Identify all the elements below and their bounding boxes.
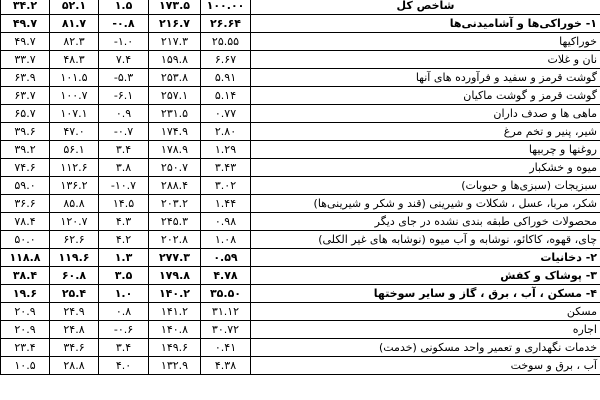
value-cell-c3: ۱.۰ bbox=[99, 285, 149, 303]
table-row bbox=[1, 105, 600, 123]
table-header-row bbox=[1, 0, 600, 15]
table-row bbox=[1, 141, 600, 159]
value-cell-c4: ۱۴۱.۲ bbox=[149, 303, 201, 321]
value-cell-c1: ۶۳.۷ bbox=[1, 87, 50, 105]
value-cell-c3: ۰.۹ bbox=[99, 105, 149, 123]
value-cell-c3: ۰.۸ bbox=[99, 303, 149, 321]
item-label-cell: نان و غلات bbox=[251, 51, 600, 69]
value-cell-c4: ۲۵۷.۱ bbox=[149, 87, 201, 105]
value-cell-c3: ۱.۵ bbox=[99, 0, 149, 15]
value-cell-c4: ۲۳۱.۵ bbox=[149, 105, 201, 123]
value-cell-c2: ۶۲.۶ bbox=[50, 231, 99, 249]
value-cell-c5: ۱.۰۸ bbox=[201, 231, 251, 249]
value-cell-c5: ۱.۴۴ bbox=[201, 195, 251, 213]
value-cell-c3: ۳.۴ bbox=[99, 339, 149, 357]
value-cell-c2: ۸۲.۳ bbox=[50, 33, 99, 51]
value-cell-c2: ۱۱۲.۶ bbox=[50, 159, 99, 177]
value-cell-c5: ۰.۵۹ bbox=[201, 249, 251, 267]
value-cell-c2: ۱۳۶.۲ bbox=[50, 177, 99, 195]
value-cell-c5: ۱۰۰.۰۰ bbox=[201, 0, 251, 15]
table-row bbox=[1, 69, 600, 87]
item-label-cell: خدمات نگهداری و تعمیر واحد مسکونی (خدمت) bbox=[251, 339, 600, 357]
table-row bbox=[1, 249, 600, 267]
value-cell-c1: ۳۸.۴ bbox=[1, 267, 50, 285]
value-cell-c2: ۱۰۷.۱ bbox=[50, 105, 99, 123]
table-row bbox=[1, 285, 600, 303]
index-title-cell: شاخص کل bbox=[251, 0, 600, 15]
value-cell-c2: ۶۰.۸ bbox=[50, 267, 99, 285]
value-cell-c2: ۸۵.۸ bbox=[50, 195, 99, 213]
value-cell-c4: ۲۱۶.۷ bbox=[149, 15, 201, 33]
item-label-cell: شیر، پنیر و تخم مرغ bbox=[251, 123, 600, 141]
table-row bbox=[1, 123, 600, 141]
value-cell-c5: ۳۱.۱۲ bbox=[201, 303, 251, 321]
item-label-cell: شکر، مربا، عسل ، شکلات و شیرینی (قند و شکر و شیرینی‌ها) bbox=[251, 195, 600, 213]
value-cell-c4: ۱۴۰.۸ bbox=[149, 321, 201, 339]
item-label-cell: چای، قهوه، کاکائو، نوشابه و آب میوه (نوشابه های غیر الکلی) bbox=[251, 231, 600, 249]
item-label-cell: میوه و خشکبار bbox=[251, 159, 600, 177]
value-cell-c4: ۱۷۴.۹ bbox=[149, 123, 201, 141]
value-cell-c5: ۴.۳۸ bbox=[201, 357, 251, 375]
value-cell-c4: ۱۷۸.۹ bbox=[149, 141, 201, 159]
table-row bbox=[1, 33, 600, 51]
item-label-cell: مسکن bbox=[251, 303, 600, 321]
value-cell-c3: ۷.۴ bbox=[99, 51, 149, 69]
value-cell-c5: ۳.۴۳ bbox=[201, 159, 251, 177]
item-label-cell: ۳- پوشاک و کفش bbox=[251, 267, 600, 285]
item-label-cell: اجاره bbox=[251, 321, 600, 339]
value-cell-c2: ۳۴.۶ bbox=[50, 339, 99, 357]
value-cell-c2: ۱۲۰.۷ bbox=[50, 213, 99, 231]
value-cell-c4: ۲۰۳.۲ bbox=[149, 195, 201, 213]
value-cell-c5: ۳.۰۲ bbox=[201, 177, 251, 195]
value-cell-c1: ۶۵.۷ bbox=[1, 105, 50, 123]
item-label-cell: ۲- دخانیات bbox=[251, 249, 600, 267]
value-cell-c4: ۲۴۵.۳ bbox=[149, 213, 201, 231]
value-cell-c2: ۱۱۹.۶ bbox=[50, 249, 99, 267]
value-cell-c2: ۵۶.۱ bbox=[50, 141, 99, 159]
value-cell-c5: ۲۶.۶۴ bbox=[201, 15, 251, 33]
value-cell-c3: -۰.۸ bbox=[99, 15, 149, 33]
item-label-cell: روغنها و چربیها bbox=[251, 141, 600, 159]
value-cell-c3: -۶.۱ bbox=[99, 87, 149, 105]
table-row bbox=[1, 231, 600, 249]
item-label-cell: سبزیجات (سبزی‌ها و حبوبات) bbox=[251, 177, 600, 195]
value-cell-c1: ۳۹.۶ bbox=[1, 123, 50, 141]
value-cell-c2: ۲۴.۹ bbox=[50, 303, 99, 321]
value-cell-c2: ۱۰۰.۷ bbox=[50, 87, 99, 105]
value-cell-c1: ۲۰.۹ bbox=[1, 321, 50, 339]
value-cell-c1: ۳۶.۶ bbox=[1, 195, 50, 213]
value-cell-c2: ۲۸.۸ bbox=[50, 357, 99, 375]
table-row bbox=[1, 195, 600, 213]
table-row bbox=[1, 87, 600, 105]
value-cell-c5: ۰.۹۸ bbox=[201, 213, 251, 231]
item-label-cell: ۱- خوراکی‌ها و آشامیدنی‌ها bbox=[251, 15, 600, 33]
table-row bbox=[1, 303, 600, 321]
value-cell-c1: ۷۴.۶ bbox=[1, 159, 50, 177]
value-cell-c5: ۶.۶۷ bbox=[201, 51, 251, 69]
value-cell-c5: ۱.۲۹ bbox=[201, 141, 251, 159]
value-cell-c1: ۷۸.۴ bbox=[1, 213, 50, 231]
value-cell-c2: ۴۸.۳ bbox=[50, 51, 99, 69]
value-cell-c3: ۳.۸ bbox=[99, 159, 149, 177]
value-cell-c5: ۳۵.۵۰ bbox=[201, 285, 251, 303]
item-label-cell: آب ، برق و سوخت bbox=[251, 357, 600, 375]
value-cell-c3: -۵.۳ bbox=[99, 69, 149, 87]
value-cell-c1: ۴۹.۷ bbox=[1, 33, 50, 51]
value-cell-c5: ۳۰.۷۲ bbox=[201, 321, 251, 339]
item-label-cell: خوراکیها bbox=[251, 33, 600, 51]
value-cell-c3: -۰.۶ bbox=[99, 321, 149, 339]
value-cell-c2: ۴۷.۰ bbox=[50, 123, 99, 141]
value-cell-c2: ۵۲.۱ bbox=[50, 0, 99, 15]
value-cell-c2: ۲۴.۸ bbox=[50, 321, 99, 339]
value-cell-c2: ۸۱.۷ bbox=[50, 15, 99, 33]
table-row bbox=[1, 357, 600, 375]
value-cell-c3: -۱.۰ bbox=[99, 33, 149, 51]
table-row bbox=[1, 267, 600, 285]
table-row bbox=[1, 15, 600, 33]
table-row bbox=[1, 51, 600, 69]
value-cell-c5: ۰.۷۷ bbox=[201, 105, 251, 123]
value-cell-c4: ۱۵۹.۸ bbox=[149, 51, 201, 69]
value-cell-c2: ۲۵.۴ bbox=[50, 285, 99, 303]
table-row bbox=[1, 213, 600, 231]
value-cell-c4: ۱۳۲.۹ bbox=[149, 357, 201, 375]
value-cell-c4: ۲۵۳.۸ bbox=[149, 69, 201, 87]
value-cell-c1: ۳۳.۷ bbox=[1, 51, 50, 69]
cpi-table-body bbox=[1, 0, 600, 375]
value-cell-c4: ۲۸۸.۴ bbox=[149, 177, 201, 195]
value-cell-c3: ۱.۳ bbox=[99, 249, 149, 267]
value-cell-c1: ۳۹.۲ bbox=[1, 141, 50, 159]
value-cell-c4: ۲۵۰.۷ bbox=[149, 159, 201, 177]
value-cell-c4: ۱۷۹.۸ bbox=[149, 267, 201, 285]
value-cell-c3: ۳.۴ bbox=[99, 141, 149, 159]
item-label-cell: ماهی ها و صدف داران bbox=[251, 105, 600, 123]
table-row bbox=[1, 159, 600, 177]
value-cell-c1: ۱۹.۶ bbox=[1, 285, 50, 303]
value-cell-c3: ۴.۳ bbox=[99, 213, 149, 231]
value-cell-c4: ۲۷۷.۳ bbox=[149, 249, 201, 267]
value-cell-c3: ۴.۰ bbox=[99, 357, 149, 375]
value-cell-c1: ۱۱۸.۸ bbox=[1, 249, 50, 267]
value-cell-c5: ۰.۴۱ bbox=[201, 339, 251, 357]
value-cell-c1: ۲۳.۴ bbox=[1, 339, 50, 357]
value-cell-c1: ۶۳.۹ bbox=[1, 69, 50, 87]
value-cell-c5: ۲۵.۵۵ bbox=[201, 33, 251, 51]
value-cell-c5: ۲.۸۰ bbox=[201, 123, 251, 141]
value-cell-c5: ۵.۱۴ bbox=[201, 87, 251, 105]
item-label-cell: گوشت قرمز و گوشت ماکیان bbox=[251, 87, 600, 105]
value-cell-c1: ۵۹.۰ bbox=[1, 177, 50, 195]
value-cell-c1: ۲۰.۹ bbox=[1, 303, 50, 321]
item-label-cell: گوشت قرمز و سفید و فرآورده های آنها bbox=[251, 69, 600, 87]
value-cell-c5: ۴.۷۸ bbox=[201, 267, 251, 285]
value-cell-c3: ۴.۲ bbox=[99, 231, 149, 249]
value-cell-c1: ۵۰.۰ bbox=[1, 231, 50, 249]
value-cell-c4: ۱۴۹.۶ bbox=[149, 339, 201, 357]
value-cell-c4: ۲۱۷.۳ bbox=[149, 33, 201, 51]
value-cell-c4: ۲۰۲.۸ bbox=[149, 231, 201, 249]
table-row bbox=[1, 321, 600, 339]
table-row bbox=[1, 339, 600, 357]
value-cell-c1: ۴۹.۷ bbox=[1, 15, 50, 33]
value-cell-c3: -۰.۷ bbox=[99, 123, 149, 141]
item-label-cell: ۴- مسکن ، آب ، برق ، گاز و سایر سوختها bbox=[251, 285, 600, 303]
value-cell-c5: ۵.۹۱ bbox=[201, 69, 251, 87]
value-cell-c2: ۱۰۱.۵ bbox=[50, 69, 99, 87]
value-cell-c3: -۱۰.۷ bbox=[99, 177, 149, 195]
value-cell-c4: ۱۴۰.۲ bbox=[149, 285, 201, 303]
item-label-cell: محصولات خوراکی طبقه بندی نشده در جای دیگر bbox=[251, 213, 600, 231]
value-cell-c1: ۱۰.۵ bbox=[1, 357, 50, 375]
value-cell-c1: ۳۴.۲ bbox=[1, 0, 50, 15]
table-row bbox=[1, 177, 600, 195]
value-cell-c3: ۳.۵ bbox=[99, 267, 149, 285]
value-cell-c3: ۱۴.۵ bbox=[99, 195, 149, 213]
value-cell-c4: ۱۷۳.۵ bbox=[149, 0, 201, 15]
